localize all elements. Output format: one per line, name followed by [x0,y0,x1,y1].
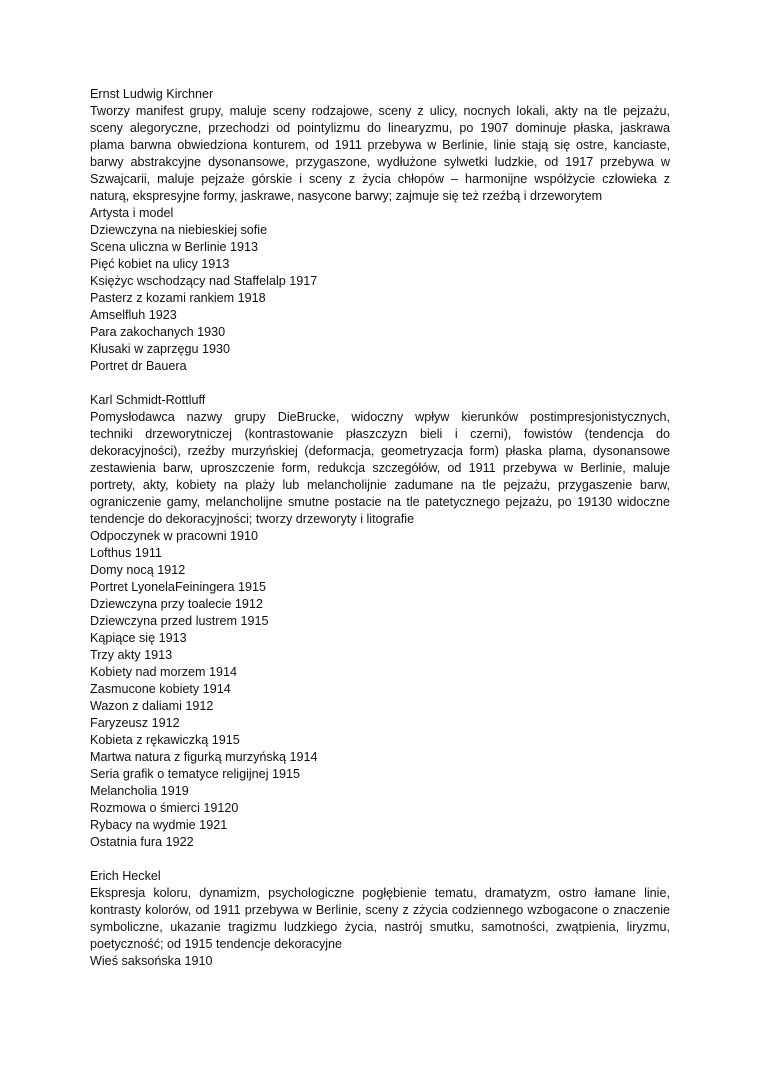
paragraph-line: Tworzy manifest grupy, maluje sceny rodzajowe, sceny z ulicy, nocnych lokali, akty na tle pejzażu, [90,104,670,118]
work-item: Dziewczyna przy toalecie 1912 [90,597,263,611]
paragraph-line: sceny alegoryczne, przechodzi od pointylizmu do linearyzmu, po 1907 dominuje płaska, jaskrawa [90,121,670,135]
work-item: Dziewczyna na niebieskiej sofie [90,223,268,237]
paragraph-line: zestawienia barw, uproszczenie form, redukcja szczegółów, od 1911 przebywa w Berlinie, maluje [90,461,670,475]
work-item: Trzy akty 1913 [90,648,173,662]
work-item: Dziewczyna przed lustrem 1915 [90,614,269,628]
work-item: Melancholia 1919 [90,784,189,798]
paragraph-line: kontrasty kolorów, od 1911 przebywa w Berlinie, sceny z zżycia codziennego wzbogacone o znaczenie [90,903,670,917]
paragraph-line: Pomysłodawca nazwy grupy DieBrucke, widoczny wpływ kierunków postimpresjonistycznych, [90,410,670,424]
work-item: Para zakochanych 1930 [90,325,226,339]
work-item: Portret LyonelaFeiningera 1915 [90,580,266,594]
paragraph-line: poetyczność; od 1915 tendencje dekoracyjne [90,937,343,951]
work-item: Wieś saksońska 1910 [90,954,213,968]
works-list [90,528,670,851]
artist-section-heckel [90,868,670,970]
work-item: Odpoczynek w pracowni 1910 [90,529,259,543]
artist-description [90,103,670,205]
paragraph-line: barwy abstrakcyjne dysonansowe, przygaszone, wydłużone sylwetki ludzkie, od 1917 przebywa w [90,155,670,169]
artist-section-schmidt-rottluff [90,392,670,851]
work-item: Zasmucone kobiety 1914 [90,682,231,696]
work-item: Domy nocą 1912 [90,563,186,577]
paragraph-line: ograniczenie gamy, melancholijne smutne postacie na tle patetycznego pejzażu, po 19130 widoczne [90,495,670,509]
paragraph-line: portrety, akty, kobiety na plaży lub melancholijnie zadumane na tle pejzażu, przygaszenie barw, [90,478,670,492]
artist-description [90,885,670,953]
work-item: Martwa natura z figurką murzyńską 1914 [90,750,318,764]
work-item: Lofthus 1911 [90,546,162,560]
work-item: Pięć kobiet na ulicy 1913 [90,257,230,271]
artist-description [90,409,670,528]
artist-section-kirchner [90,86,670,375]
paragraph-line: plama barwna obwiedziona konturem, od 1911 przebywa w Berlinie, linie stają się ostre, kanciaste, [90,138,670,152]
paragraph-line: dekoracyjności), rzeźby murzyńskiej (deformacja, geometryzacja form) płaska plama, dysonansowe [90,444,670,458]
paragraph-line: tendencje do dekoracyjności; tworzy drzeworyty i litografie [90,512,415,526]
work-item: Ostatnia fura 1922 [90,835,194,849]
work-item: Rybacy na wydmie 1921 [90,818,228,832]
paragraph-line: techniki drzeworytniczej (kontrastowanie płaszczyzn bieli i czerni), fowistów (tendencja do [90,427,670,441]
work-item: Seria grafik o tematyce religijnej 1915 [90,767,301,781]
paragraph-line: Szwajcarii, maluje pejzaże górskie i sceny z życia chłopów – harmonijne współżycie człowieka z [90,172,670,186]
artist-heading: Ernst Ludwig Kirchner [90,87,214,101]
paragraph-line: symboliczne, ukazanie tragizmu ludzkiego życia, nastrój smutku, samotności, zwątpienia, liryzmu, [90,920,670,934]
work-item: Rozmowa o śmierci 19120 [90,801,239,815]
work-item: Faryzeusz 1912 [90,716,180,730]
work-item: Scena uliczna w Berlinie 1913 [90,240,259,254]
work-item: Artysta i model [90,206,174,220]
works-list [90,953,670,970]
work-item: Księżyc wschodzący nad Staffelalp 1917 [90,274,318,288]
artist-heading: Karl Schmidt-Rottluff [90,393,206,407]
paragraph-line: naturą, ekspresyjne formy, jaskrawe, nasycone barwy; zajmuje się też rzeźbą i drzeworytem [90,189,603,203]
work-item: Portret dr Bauera [90,359,187,373]
work-item: Wazon z daliami 1912 [90,699,214,713]
work-item: Kąpiące się 1913 [90,631,187,645]
works-list [90,205,670,375]
work-item: Kłusaki w zaprzęgu 1930 [90,342,231,356]
artist-heading: Erich Heckel [90,869,161,883]
paragraph-line: Ekspresja koloru, dynamizm, psychologiczne pogłębienie tematu, dramatyzm, ostro łamane linie, [90,886,670,900]
work-item: Kobieta z rękawiczką 1915 [90,733,240,747]
work-item: Pasterz z kozami rankiem 1918 [90,291,266,305]
work-item: Amselfluh 1923 [90,308,177,322]
work-item: Kobiety nad morzem 1914 [90,665,238,679]
